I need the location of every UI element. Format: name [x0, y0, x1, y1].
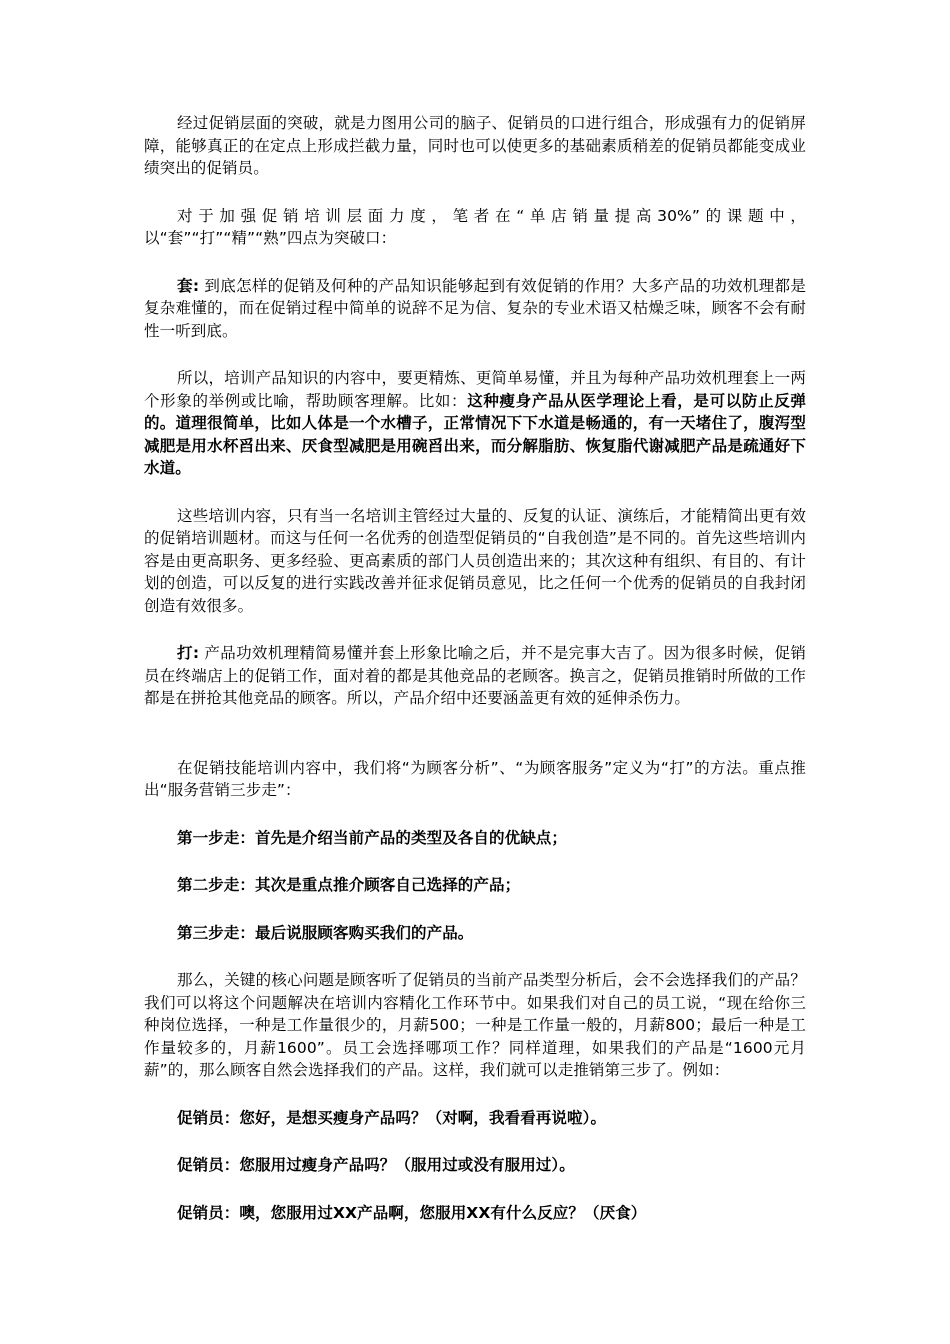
paragraph-tao: [144, 275, 806, 343]
paragraph-core-question: 那么，关键的核心问题是顾客听了促销员的当前产品类型分析后，会不会选择我们的产品？我们可以将这个问题解决在培训内容精化工作环节中。如果我们对自己的员工说，“现在给你三种岗位选择，一种是工作量很少的，月薪500；一种是工作量一般的，月薪800；最后一种是工作量较多的，月薪1600”。员工会选择哪项工作？同样道理，如果我们的产品是“1600元月薪”的，那么顾客自然会选择我们的产品。这样，我们就可以走推销第三步了。例如：: [144, 971, 806, 1079]
paragraph-da: [144, 642, 806, 710]
step-one: 第一步走：首先是介绍当前产品的类型及各自的优缺点；: [177, 828, 568, 847]
da-label: 打:: [177, 644, 200, 662]
tao-label: 套:: [177, 276, 200, 295]
paragraph-skills-training: 在促销技能培训内容中，我们将“为顾客分析”、“为顾客服务”定义为“打”的方法。重点推出“服务营销三步走”：: [144, 758, 806, 799]
da-text: 产品功效机理精简易懂并套上形象比喻之后，并不是完事大吉了。因为很多时候，促销员在终端店上的促销工作，面对着的都是其他竞品的老顾客。换言之，促销员推销时所做的工作都是在拼抢其他竞品的顾客。所以，产品介绍中还要涵盖更有效的延伸杀伤力。: [144, 644, 806, 707]
document-body: [144, 112, 806, 1224]
paragraph-training-intro: 对于加强促销培训层面力度，笔者在“单店销量提高30%”的课题中，以“套”“打”“精”“熟”四点为突破口：: [144, 206, 806, 247]
product-knowledge-text: 所以，培训产品知识的内容中，要更精炼、更简单易懂，并且为每种产品功效机理套上一两个形象的举例或比喻，帮助顾客理解。比如：: [144, 369, 806, 410]
paragraph-training-content: 这些培训内容，只有当一名培训主管经过大量的、反复的认证、演练后，才能精简出更有效的促销培训题材。而这与任何一名优秀的创造型促销员的“自我创造”是不同的。首先这些培训内容是由更高职务、更多经验、更高素质的部门人员创造出来的；其次这种有组织、有目的、有计划的创造，可以反复的进行实践改善并征求促销员意见，比之任何一个优秀的促销员的自我封闭创造有效很多。: [144, 506, 806, 615]
tao-text: 到底怎样的促销及何种的产品知识能够起到有效促销的作用？大多产品的功效机理都是复杂难懂的，而在促销过程中简单的说辞不足为信、复杂的专业术语又枯燥乏味，顾客不会有耐性一听到底。: [144, 276, 806, 340]
step-three: 第三步走：最后说服顾客购买我们的产品。: [177, 923, 474, 942]
product-knowledge-example: 这种瘦身产品从医学理论上看，是可以防止反弹的。道理很简单，比如人体是一个水槽子，正常情况下下水道是畅通的，有一天堵住了，腹泻型减肥是用水杯舀出来、厌食型减肥是用碗舀出来，而分解脂肪、恢复脂代谢减肥产品是疏通好下水道。: [144, 391, 806, 477]
paragraph-breakthrough: 经过促销层面的突破，就是力图用公司的脑子、促销员的口进行组合，形成强有力的促销屏障，能够真正的在定点上形成拦截力量，同时也可以使更多的基础素质稍差的促销员都能变成业绩突出的促销员。: [144, 114, 806, 177]
dialogue-line-1: 促销员：您好，是想买瘦身产品吗？（对啊，我看看再说啦）。: [177, 1108, 607, 1127]
step-two: 第二步走：其次是重点推介顾客自己选择的产品；: [177, 876, 521, 894]
paragraph-product-knowledge: [144, 367, 806, 480]
dialogue-line-2: 促销员：您服用过瘦身产品吗？（服用过或没有服用过）。: [177, 1156, 575, 1174]
dialogue-line-3: 促销员：噢，您服用过XX产品啊，您服用XX有什么反应？（厌食）: [177, 1203, 647, 1222]
